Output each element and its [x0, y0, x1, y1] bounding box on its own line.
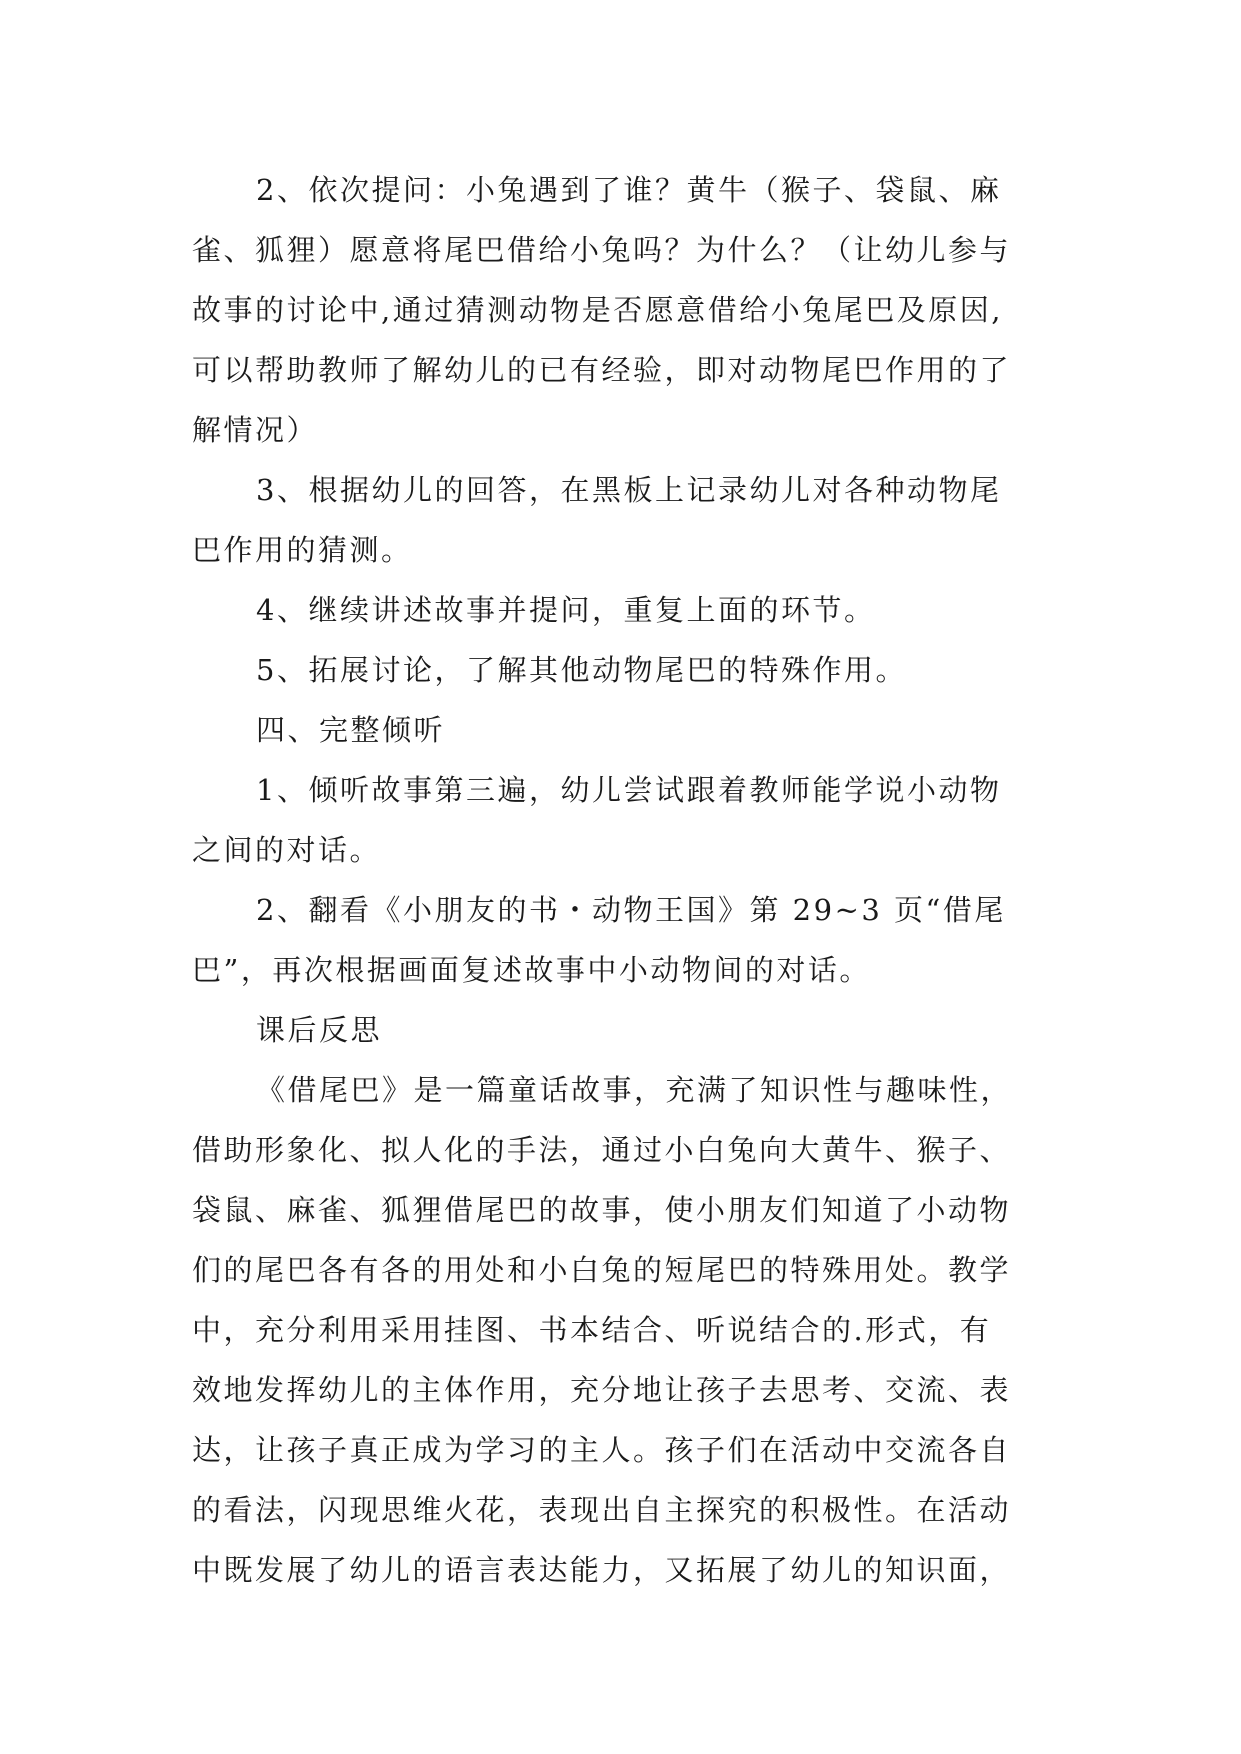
- text-line: 5、拓展讨论，了解其他动物尾巴的特殊作用。: [256, 653, 907, 687]
- section-heading: 四、完整倾听: [256, 713, 446, 747]
- text-line: 袋鼠、麻雀、狐狸借尾巴的故事，使小朋友们知道了小动物: [192, 1193, 1012, 1227]
- text-line: 《借尾巴》是一篇童话故事，充满了知识性与趣味性，: [256, 1073, 1013, 1107]
- text-line: 巴”，再次根据画面复述故事中小动物间的对话。: [192, 953, 871, 987]
- text-line: 4、继续讲述故事并提问，重复上面的环节。: [256, 593, 876, 627]
- text-line: 1、倾听故事第三遍，幼儿尝试跟着教师能学说小动物: [256, 773, 1002, 807]
- text-line: 雀、狐狸）愿意将尾巴借给小兔吗？为什么？（让幼儿参与: [192, 233, 1012, 267]
- text-line: 借助形象化、拟人化的手法，通过小白兔向大黄牛、猴子、: [192, 1133, 1012, 1167]
- text-line: 巴作用的猜测。: [192, 533, 413, 567]
- text-line: 达，让孩子真正成为学习的主人。孩子们在活动中交流各自: [192, 1433, 1012, 1467]
- document-body: [192, 160, 1092, 1600]
- text-line: 2、依次提问：小兔遇到了谁？黄牛（猴子、袋鼠、麻: [256, 173, 1002, 207]
- text-line: 解情况）: [192, 413, 319, 447]
- text-line: 可以帮助教师了解幼儿的已有经验，即对动物尾巴作用的了: [192, 353, 1012, 387]
- text-line: 们的尾巴各有各的用处和小白兔的短尾巴的特殊用处。教学: [192, 1253, 1012, 1287]
- text-line: 故事的讨论中,通过猜测动物是否愿意借给小兔尾巴及原因,: [192, 293, 1003, 327]
- text-line: 中，充分利用采用挂图、书本结合、听说结合的.形式，有: [192, 1313, 992, 1347]
- text-line: 2、翻看《小朋友的书・动物王国》第 29~3 页“借尾: [256, 893, 1006, 927]
- section-heading: 课后反思: [256, 1013, 383, 1047]
- text-line: 3、根据幼儿的回答，在黑板上记录幼儿对各种动物尾: [256, 473, 1002, 507]
- text-line: 效地发挥幼儿的主体作用，充分地让孩子去思考、交流、表: [192, 1373, 1012, 1407]
- text-line: 中既发展了幼儿的语言表达能力，又拓展了幼儿的知识面，: [192, 1553, 1012, 1587]
- text-line: 的看法，闪现思维火花，表现出自主探究的积极性。在活动: [192, 1493, 1012, 1527]
- text-line: 之间的对话。: [192, 833, 382, 867]
